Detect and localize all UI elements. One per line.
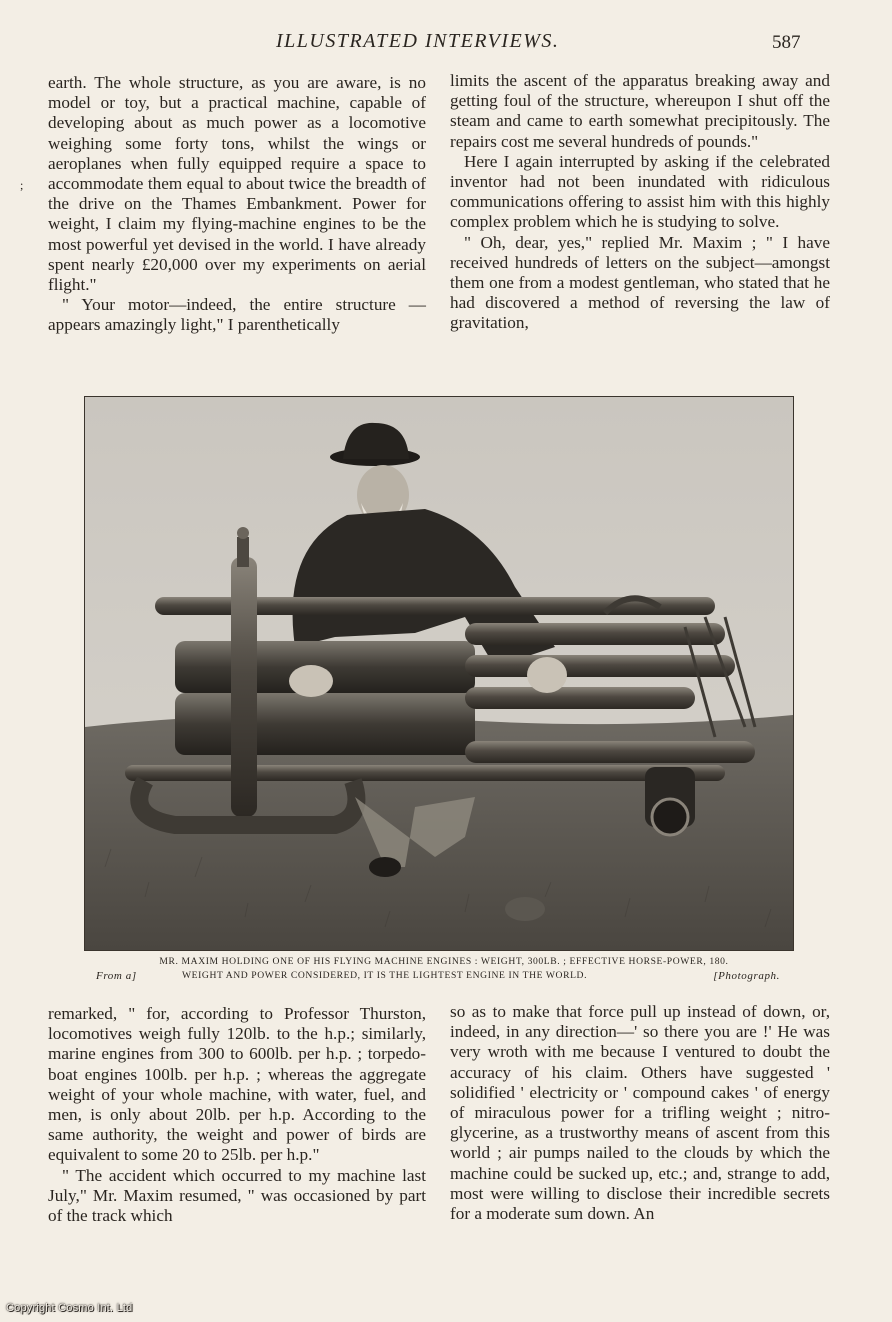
paragraph: remarked, " for, according to Professor Thurston, locomotives weigh fully 120lb. to the h.p.; similarly, marine engines from 300 to 600lb. per h.p. ; torpedo-boat engines 100lb. per h.p. ; whereas the aggregate weight of your whole machine, with water, fuel, and men, is only about 20lb. per h.p. According to the same authority, the weight and power of birds are equivalent to some 20 to 25lb. per h.p." — [48, 1004, 426, 1165]
paragraph: " The accident which occurred to my machine last July," Mr. Maxim resumed, " was occasioned by part of the track which — [48, 1165, 426, 1226]
copyright-watermark: Copyright Cosmo Int. Ltd — [6, 1302, 133, 1314]
caption-line-1: MR. MAXIM HOLDING ONE OF HIS FLYING MACHINE ENGINES : WEIGHT, 300LB. ; EFFECTIVE HORSE-POWER, 180. — [159, 956, 729, 967]
caption-line-2-row — [96, 969, 792, 983]
photograph-illustration — [85, 397, 793, 950]
paragraph: " Your motor—indeed, the entire structure —appears amazingly light," I parenthetically — [48, 295, 426, 335]
caption-source-left: From a] — [96, 970, 137, 982]
figure-caption — [96, 955, 792, 983]
caption-line-2: WEIGHT AND POWER CONSIDERED, IT IS THE LIGHTEST ENGINE IN THE WORLD. — [182, 970, 588, 981]
margin-mark: ; — [20, 178, 24, 192]
paragraph: Here I again interrupted by asking if the celebrated inventor had not been inundated with ridiculous communications offering to assist him with this highly complex problem which he is studying to solve. — [450, 151, 830, 232]
column-top-left — [48, 73, 426, 336]
header-title: ILLUSTRATED INTERVIEWS. — [276, 30, 560, 52]
column-top-right — [450, 71, 830, 334]
column-bottom-left — [48, 1004, 426, 1226]
caption-source-right: [Photograph. — [713, 970, 780, 982]
paragraph: earth. The whole structure, as you are aware, is no model or toy, but a practical machine, capable of developing about as much power as a locomotive weighing some forty tons, whilst the wings or aeroplanes when fully equipped require a space to accommodate them equal to about twice the breadth of the drive on the Thames Embankment. Power for weight, I claim my flying-machine engines to be the most powerful yet devised in the world. I have already spent nearly £20,000 over my experiments on aerial flight." — [48, 73, 426, 295]
page-number: 587 — [772, 32, 801, 53]
paragraph: " Oh, dear, yes," replied Mr. Maxim ; " I have received hundreds of letters on the subject—amongst them one from a modest gentleman, who stated that he had discovered a method of reversing the law of gravitation, — [450, 232, 830, 333]
paragraph: so as to make that force pull up instead of down, or, indeed, in any direction—' so there you are !' He was very wroth with me because I ventured to doubt the accuracy of his claim. Others have suggested ' solidified ' electricity or ' compound cakes ' of energy of miraculous power for a trifling weight ; nitro-glycerine, as a trustworthy means of ascent from this world ; air pumps nailed to the clouds by which the machine could be sucked up, etc.; and, strange to add, most were willing to disclose their incredible secrets for a moderate sum down. An — [450, 1002, 830, 1224]
column-bottom-right — [450, 1002, 830, 1224]
paragraph: limits the ascent of the apparatus breaking away and getting foul of the structure, whereupon I shut off the steam and came to earth somewhat precipitously. The repairs cost me several hundreds of pounds." — [450, 71, 830, 151]
engine-photograph — [84, 396, 794, 951]
